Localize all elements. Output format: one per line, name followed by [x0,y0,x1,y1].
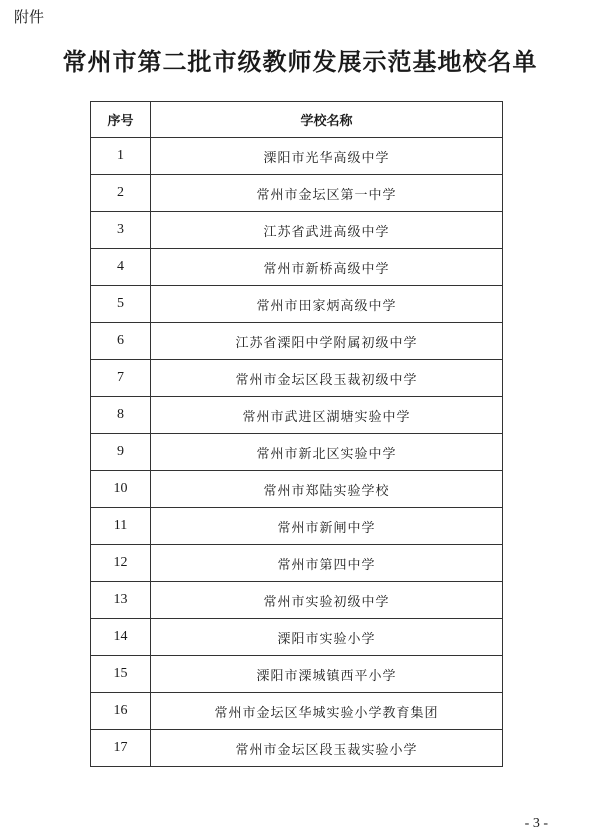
row-index: 16 [91,693,151,730]
row-school-name: 常州市武进区湖塘实验中学 [151,397,503,434]
table-row [91,508,503,545]
row-index: 2 [91,175,151,212]
row-school-name: 溧阳市实验小学 [151,619,503,656]
row-index: 13 [91,582,151,619]
table-row [91,656,503,693]
table-row [91,693,503,730]
row-index: 1 [91,138,151,175]
table-row [91,619,503,656]
school-list-table [90,101,503,767]
table-row [91,434,503,471]
row-school-name: 溧阳市溧城镇西平小学 [151,656,503,693]
row-school-name: 江苏省溧阳中学附属初级中学 [151,323,503,360]
row-school-name: 常州市新北区实验中学 [151,434,503,471]
table-row [91,286,503,323]
row-index: 17 [91,730,151,767]
row-school-name: 常州市田家炳高级中学 [151,286,503,323]
row-school-name: 常州市新桥高级中学 [151,249,503,286]
row-school-name: 常州市金坛区段玉裁实验小学 [151,730,503,767]
row-index: 10 [91,471,151,508]
row-index: 5 [91,286,151,323]
row-index: 15 [91,656,151,693]
table-row [91,471,503,508]
table-row [91,323,503,360]
attachment-label: 附件 [14,8,45,26]
table-row [91,397,503,434]
row-school-name: 常州市第四中学 [151,545,503,582]
row-index: 6 [91,323,151,360]
row-index: 8 [91,397,151,434]
row-school-name: 常州市新闸中学 [151,508,503,545]
header-index: 序号 [91,102,151,138]
page-number: - 3 - [524,816,548,831]
table-row [91,138,503,175]
row-school-name: 常州市金坛区华城实验小学教育集团 [151,693,503,730]
row-index: 14 [91,619,151,656]
row-school-name: 常州市郑陆实验学校 [151,471,503,508]
row-school-name: 江苏省武进高级中学 [151,212,503,249]
row-index: 4 [91,249,151,286]
table-row [91,175,503,212]
document-title: 常州市第二批市级教师发展示范基地校名单 [62,48,538,76]
row-school-name: 溧阳市光华高级中学 [151,138,503,175]
row-index: 11 [91,508,151,545]
row-index: 12 [91,545,151,582]
row-index: 3 [91,212,151,249]
table-row [91,730,503,767]
table-row [91,360,503,397]
table-row [91,582,503,619]
header-school-name: 学校名称 [151,102,503,138]
row-index: 7 [91,360,151,397]
row-school-name: 常州市金坛区段玉裁初级中学 [151,360,503,397]
table-header-row [91,102,503,138]
table-row [91,212,503,249]
table-row [91,249,503,286]
row-index: 9 [91,434,151,471]
row-school-name: 常州市金坛区第一中学 [151,175,503,212]
table-row [91,545,503,582]
row-school-name: 常州市实验初级中学 [151,582,503,619]
